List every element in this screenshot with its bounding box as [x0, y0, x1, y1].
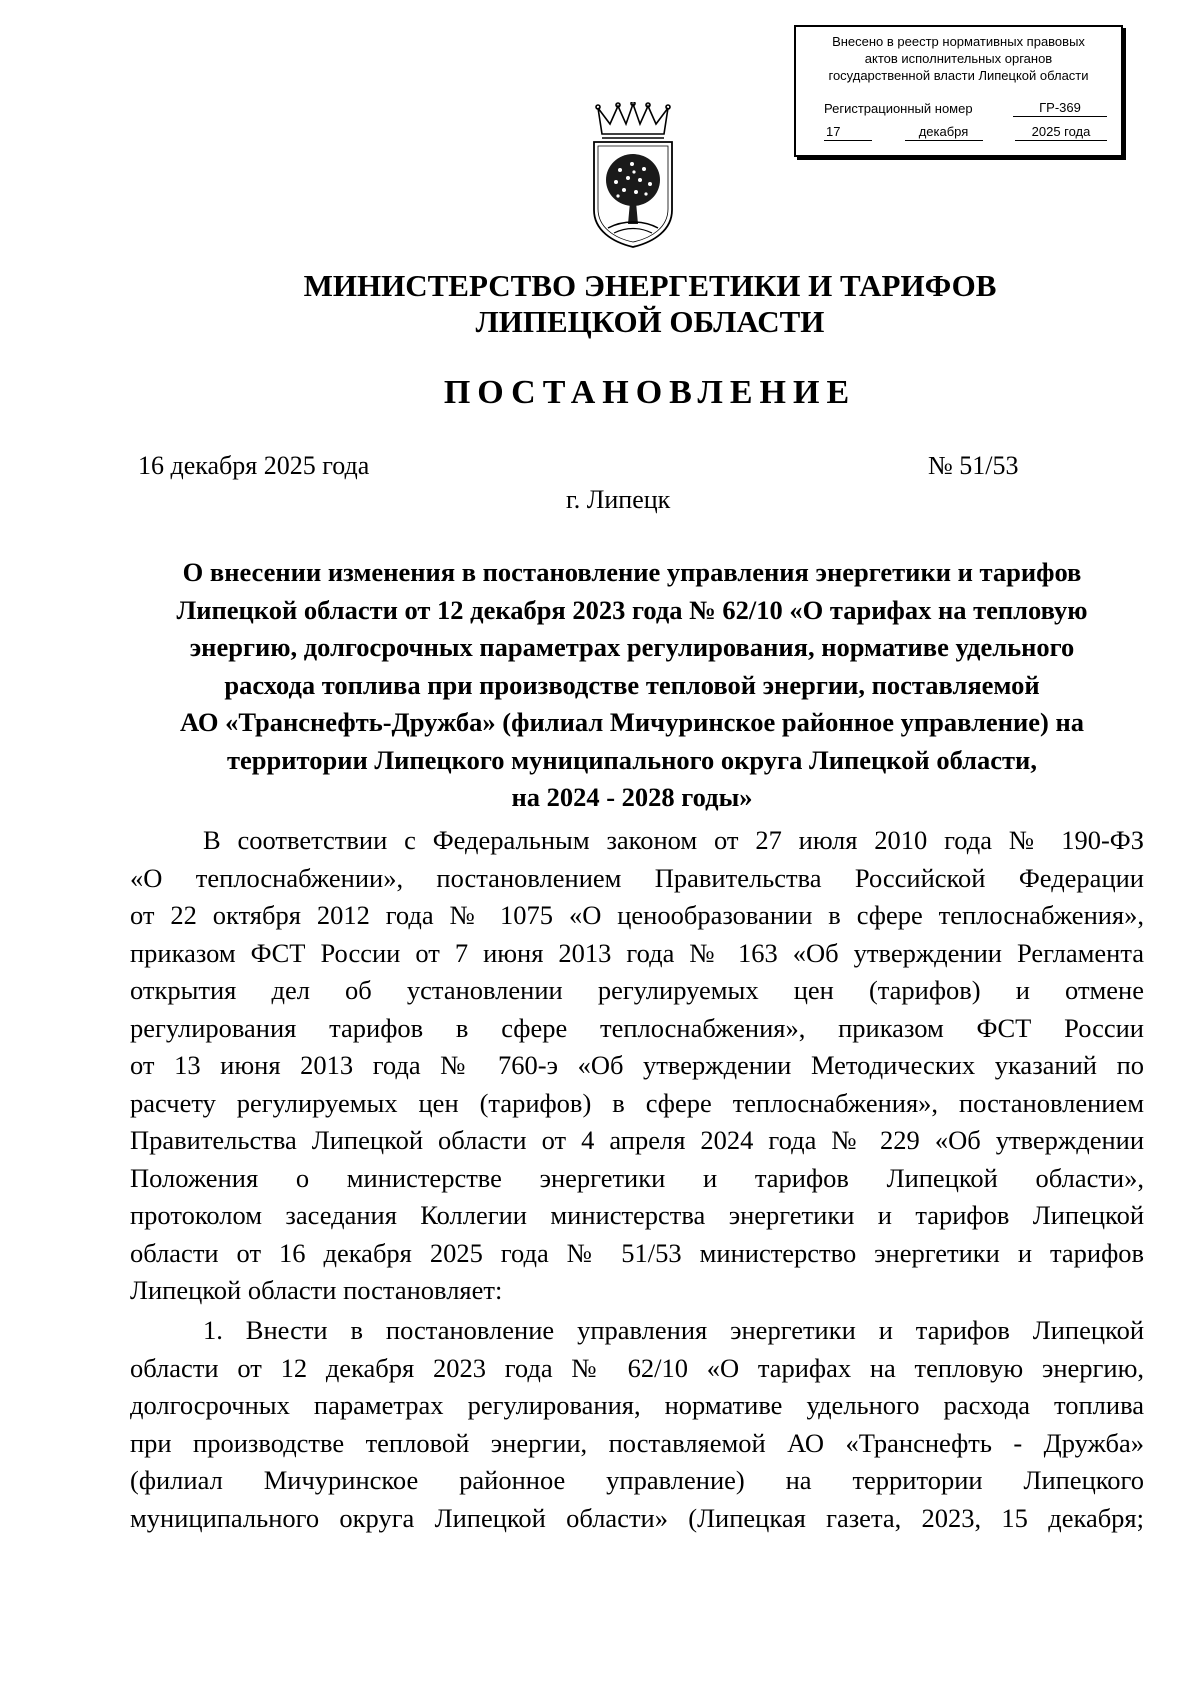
document-number: № 51/53	[928, 451, 1019, 480]
text-line: от 13 июня 2013 года № 760-э «Об утверждении Методических указаний по	[130, 1050, 1144, 1080]
text-line: «О теплоснабжении», постановлением Правительства Российской Федерации	[130, 862, 1144, 893]
stamp-date-row	[824, 123, 1107, 141]
stamp-line: Внесено в реестр нормативных правовых	[832, 34, 1085, 49]
stamp-year: 2025 года	[1015, 123, 1107, 141]
document-city: г. Липецк	[566, 485, 671, 514]
stamp-line: актов исполнительных органов	[864, 51, 1053, 66]
oak-tree-icon	[606, 154, 660, 233]
document-type: ПОСТАНОВЛЕНИЕ	[443, 374, 857, 411]
registry-stamp	[794, 25, 1123, 157]
text-line: (филиал Мичуринское районное управление) на территории Липецкого	[130, 1465, 1144, 1495]
preamble-paragraph	[130, 822, 1144, 1310]
subject-line: на 2024 - 2028 годы»	[511, 782, 753, 812]
text-line: муниципального округа Липецкой области» (Липецкая газета, 2023, 15 декабря;	[130, 1502, 1144, 1533]
text-line: Положения о министерстве энергетики и тарифов Липецкой области»,	[130, 1162, 1144, 1193]
ministry-title-line: МИНИСТЕРСТВО ЭНЕРГЕТИКИ И ТАРИФОВ	[303, 268, 997, 303]
text-line: области от 16 декабря 2025 года № 51/53 министерство энергетики и тарифов	[130, 1237, 1144, 1268]
text-line: области от 12 декабря 2023 года № 62/10 «О тарифах на тепловую энергию,	[130, 1352, 1144, 1383]
crown-icon	[596, 102, 670, 138]
text-line: при производстве тепловой энергии, поставляемой АО «Транснефть - Дружба»	[130, 1427, 1144, 1458]
subject-line: территории Липецкого муниципального округа Липецкой области,	[227, 744, 1037, 775]
subject-line: Липецкой области от 12 декабря 2023 года № 62/10 «О тарифах на тепловую	[176, 594, 1088, 625]
subject-line: О внесении изменения в постановление управления энергетики и тарифов	[182, 557, 1082, 587]
stamp-day: 17	[824, 123, 872, 141]
text-line: Правительства Липецкой области от 4 апреля 2024 года № 229 «Об утверждении	[130, 1125, 1144, 1155]
text-line: долгосрочных параметрах регулирования, нормативе удельного расхода топлива	[130, 1390, 1144, 1420]
text-line: В соответствии с Федеральным законом от 27 июля 2010 года № 190-ФЗ	[203, 825, 1144, 855]
text-line: расчету регулируемых цен (тарифов) в сфере теплоснабжения», постановлением	[130, 1087, 1144, 1118]
stamp-month: декабря	[905, 123, 983, 141]
text-line: регулирования тарифов в сфере теплоснабжения», приказом ФСТ России	[130, 1012, 1144, 1043]
coat-of-arms-emblem	[588, 102, 678, 248]
stamp-registration-label: Регистрационный номер	[824, 101, 973, 116]
subject-line: АО «Транснефть-Дружба» (филиал Мичуринское районное управление) на	[180, 707, 1084, 737]
stamp-line: государственной власти Липецкой области	[828, 68, 1089, 83]
item-1-paragraph	[130, 1312, 1144, 1537]
subject-line: расхода топлива при производстве тепловой энергии, поставляемой	[224, 669, 1040, 700]
ministry-title-line: ЛИПЕЦКОЙ ОБЛАСТИ	[475, 304, 825, 339]
text-line: протоколом заседания Коллегии министерства энергетики и тарифов Липецкой	[130, 1200, 1144, 1230]
document-subject	[132, 554, 1132, 817]
text-line: Липецкой области постановляет:	[130, 1275, 503, 1305]
stamp-registration-row	[824, 99, 1107, 117]
text-line: открытия дел об установлении регулируемых цен (тарифов) и отмене	[130, 975, 1144, 1005]
ministry-title	[150, 268, 1150, 340]
text-line: от 22 октября 2012 года № 1075 «О ценообразовании в сфере теплоснабжения»,	[130, 900, 1144, 930]
stamp-registration-number: ГР-369	[1013, 99, 1107, 117]
text-line: приказом ФСТ России от 7 июня 2013 года № 163 «Об утверждении Регламента	[130, 937, 1144, 968]
document-date: 16 декабря 2025 года	[138, 451, 370, 480]
subject-line: энергию, долгосрочных параметрах регулирования, нормативе удельного	[189, 632, 1075, 662]
text-line: 1. Внести в постановление управления энергетики и тарифов Липецкой	[203, 1315, 1144, 1345]
